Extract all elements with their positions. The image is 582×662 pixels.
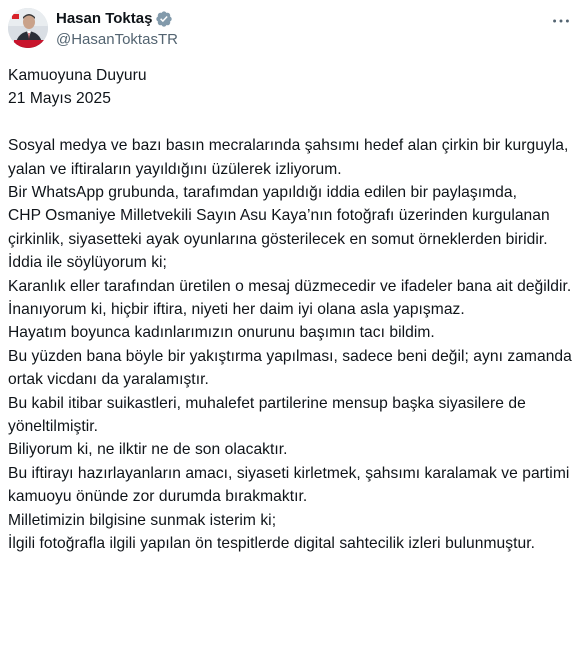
text-paragraph: İnanıyorum ki, hiçbir iftira, niyeti her daim iyi olana asla yapışmaz.: [8, 301, 465, 319]
display-name[interactable]: Hasan Toktaş: [56, 10, 153, 27]
text-paragraph: Bu iftirayı hazırlayanların amacı, siyaseti kirletmek, şahsımı karalamak ve partimi kamuoyu önünde zor durumda bırakmaktır.: [8, 464, 570, 506]
text-paragraph: Milletimizin bilgisine sunmak isterim ki;: [8, 511, 277, 529]
paragraph-spacer: [8, 111, 572, 134]
text-paragraph: Bu kabil itibar suikastleri, muhalefet partilerine mensup başka siyasilere de yöneltilmiştir.: [8, 394, 526, 436]
text-paragraph: Biliyorum ki, ne ilktir ne de son olacaktır.: [8, 441, 288, 459]
name-row: [56, 9, 178, 29]
text-paragraph: Karanlık eller tarafından üretilen o mesaj düzmecedir ve ifadeler bana ait değildir.: [8, 277, 572, 295]
avatar[interactable]: [8, 8, 48, 48]
author-names: [56, 9, 178, 50]
profile-photo-icon: [8, 8, 48, 48]
tweet-header: [8, 8, 574, 52]
text-paragraph: Sosyal medya ve bazı basın mecralarında şahsımı hedef alan çirkin bir kurguyla, yalan ve iftiraların yayıldığını üzülerek izliyorum.: [8, 137, 569, 178]
text-paragraph: CHP Osmaniye Milletvekili Sayın Asu Kaya’nın fotoğrafı üzerinden kurgulanan çirkinlik, siyasetteki ayak oyunlarına gösterilecek en somut örneklerden biridir.: [8, 207, 550, 248]
announcement-title: Kamuoyuna Duyuru: [8, 67, 147, 84]
user-handle[interactable]: @HasanToktasTR: [56, 31, 178, 48]
tweet-text: [8, 64, 572, 556]
text-paragraph: İddia ile söylüyorum ki;: [8, 254, 167, 272]
verified-badge-icon: [155, 10, 173, 28]
more-options-icon[interactable]: [550, 10, 572, 32]
text-paragraph: Bir WhatsApp grubunda, tarafımdan yapıldığı iddia edilen bir paylaşımda,: [8, 184, 517, 202]
announcement-date: 21 Mayıs 2025: [8, 90, 111, 108]
text-paragraph: Hayatım boyunca kadınlarımızın onurunu başımın tacı bildim.: [8, 324, 435, 342]
text-paragraph: Bu yüzden bana böyle bir yakıştırma yapılması, sadece beni değil; aynı zamanda ortak vicdanı da yaralamıştır.: [8, 347, 572, 389]
text-paragraph: İlgili fotoğrafla ilgili yapılan ön tespitlerde digital sahtecilik izleri bulunmuştur.: [8, 535, 535, 553]
